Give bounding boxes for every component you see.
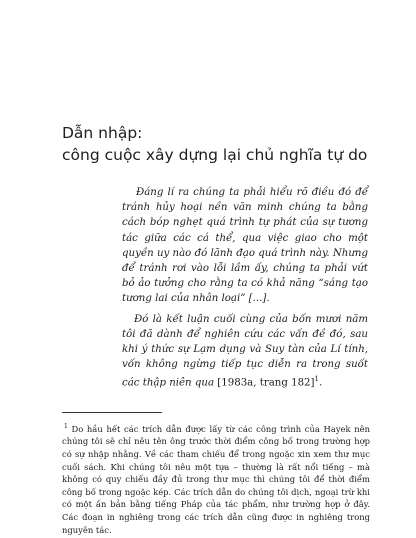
chapter-heading-line2: công cuộc xây dựng lại chủ nghĩa tự do — [62, 146, 368, 164]
footnote-divider — [62, 412, 162, 413]
epigraph-quote — [122, 185, 368, 391]
quote-paragraph-2: Đó là kết luận cuối cùng của bốn mươi năm tôi đã dành để nghiên cứu các vấn đề đó, sau khi ý thức sự Lạm dụng và Suy tàn của Lí tính, vốn không ngừng tiếp tục diễn ra trong suốt các thập niên qua [1983a, trang 182]$^1$. — [122, 313, 368, 389]
quote-citation: [1983a, trang 182] — [217, 377, 315, 389]
footnote-text: Do hầu hết các trích dẫn được lấy từ các công trình của Hayek nên chúng tôi sẽ chỉ nêu tên ông trước thời điểm công bố trong trường hợp có sự nhập nhằng. Về các tham chiếu để trong ngoặc xin xem thư mục cuối sách. Khi chúng tôi nêu một tựa – thường là rất nổi tiếng – mà không có quy chiếu đầy đủ trong thư mục thì chúng tôi để thời điểm công bố trong ngoặc kép. Các trích dẫn do chúng tôi dịch, ngoại trừ khi có một ấn bản bằng tiếng Pháp của tác phẩm, như trường hợp ở đây. Các đoạn in nghiêng trong các trích dẫn cũng được in nghiêng trong nguyên tác. — [62, 423, 370, 535]
chapter-heading — [62, 122, 382, 166]
quote-paragraph-2-text: Đó là kết luận cuối cùng của bốn mươi năm tôi đã dành để nghiên cứu các vấn đề đó, sau khi ý thức sự Lạm dụng và Suy tàn của Lí tính, vốn không ngừng tiếp tục diễn ra trong suốt các thập niên qua — [122, 313, 368, 389]
footnote-reference[interactable]: 1 — [314, 375, 319, 384]
footnote-mark: 1 — [64, 423, 68, 430]
chapter-heading-line1: Dẫn nhập: — [62, 124, 143, 142]
quote-paragraph-1: Đáng lí ra chúng ta phải hiểu rõ điều đó để tránh hủy hoại nền văn minh chúng ta bằng cách bóp nghẹt quá trình tự phát của sự tương tác giữa các cá thể, qua việc giao cho một quyền uy nào đó lãnh đạo quá trình này. Nhưng để tránh rơi vào lỗi lầm ấy, chúng ta phải vứt bỏ ảo tưởng cho rằng ta có khả năng “sáng tạo tương lai của nhân loại” [...]. — [122, 187, 368, 305]
footnote — [62, 421, 370, 536]
